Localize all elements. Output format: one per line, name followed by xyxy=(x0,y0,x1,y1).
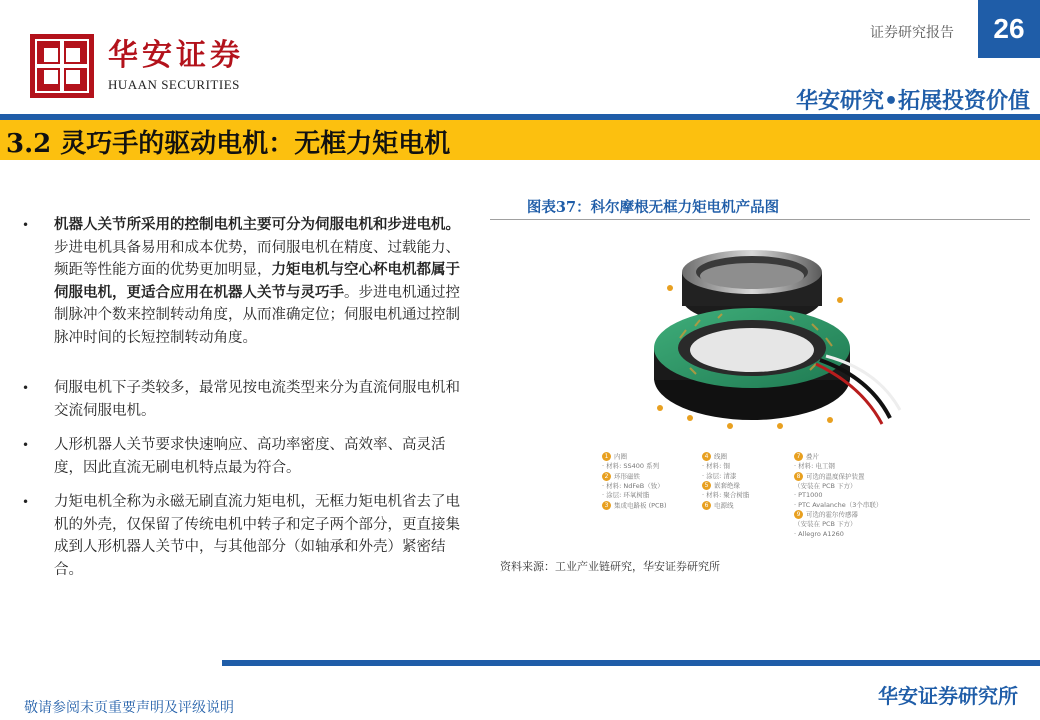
bullet-item xyxy=(22,434,462,479)
legend-text: 环形磁铁 xyxy=(614,472,640,480)
company-logo xyxy=(30,34,244,98)
legend-text: 集成电路板 (PCB) xyxy=(614,501,667,509)
huaan-logo-icon xyxy=(30,34,94,98)
callout-number-icon: 8 xyxy=(794,472,803,481)
callout-number-icon: 7 xyxy=(794,452,803,461)
figure-image xyxy=(490,228,1030,548)
legend-text: · PTC Avalanche（3个串联） xyxy=(794,500,883,509)
bullet-dot-icon: • xyxy=(22,438,30,452)
bullet-text: 步进电机具备易用和成本优势，而伺服电机在精度、过载能力、频距等性能方面的优势更加明显， xyxy=(54,239,460,278)
legend-text: · 涂层: 清漆 xyxy=(702,471,737,480)
logo-chinese-name: 华安证券 xyxy=(108,38,244,73)
bullet-list xyxy=(22,214,462,593)
callout-number-icon: 2 xyxy=(602,472,611,481)
figure-title: 图表37：科尔摩根无框力矩电机产品图 xyxy=(526,199,780,216)
bullet-text: 人形机器人关节要求快速响应、高功率密度、高效率、高灵活度，因此直流无刷电机特点最为符合。 xyxy=(54,437,446,476)
figure-legend-column xyxy=(702,452,749,511)
footer-divider xyxy=(222,660,1040,666)
bullet-bold-text: 机器人关节所采用的控制电机主要可分为伺服电机和步进电机。 xyxy=(54,216,460,233)
legend-text: · 涂层: 环氧树脂 xyxy=(602,491,650,499)
bullet-dot-icon: • xyxy=(22,381,30,395)
callout-number-icon: 3 xyxy=(602,501,611,510)
legend-text: （安装在 PCB 下方） xyxy=(794,520,857,528)
bullet-bold-text: 力矩电机与空心杯电机都属于伺服电机，更适合应用在机器人关节与灵巧手 xyxy=(54,261,460,301)
bullet-dot-icon: • xyxy=(22,495,30,509)
legend-text: · Allegro A1260 xyxy=(794,529,844,538)
figure-divider xyxy=(490,219,1030,220)
legend-text: （安装在 PCB 下方） xyxy=(794,481,857,490)
bullet-dot-icon: • xyxy=(22,218,30,232)
legend-text: 可选的霍尔传感器 xyxy=(806,510,858,519)
legend-text: 线圈 xyxy=(714,452,727,461)
footer-company: 华安证券研究所 xyxy=(878,684,1018,708)
section-title: 3.2 灵巧手的驱动电机：无框力矩电机 xyxy=(6,129,451,159)
page-number: 26 xyxy=(978,0,1040,58)
figure-source: 资料来源：工业产业链研究，华安证券研究所 xyxy=(500,560,720,573)
legend-text: 电源线 xyxy=(714,501,734,509)
callout-number-icon: 5 xyxy=(702,481,711,490)
bullet-item xyxy=(22,377,462,422)
bullet-text: 伺服电机下子类较多，最常见按电流类型来分为直流伺服电机和交流伺服电机。 xyxy=(54,380,460,419)
report-type-label: 证券研究报告 xyxy=(870,25,954,41)
legend-text: 内圈 xyxy=(614,452,627,461)
legend-text: · 材料: 电工钢 xyxy=(794,462,835,470)
callout-number-icon: 4 xyxy=(702,452,711,461)
legend-text: · 材料: NdFeB（钕） xyxy=(602,481,664,490)
logo-english-name: HUAAN SECURITIES xyxy=(108,77,240,92)
header-slogan: 华安研究•拓展投资价值 xyxy=(795,89,1030,114)
callout-number-icon: 6 xyxy=(702,501,711,510)
legend-text: · 材料: SS400 系列 xyxy=(602,462,660,470)
bullet-text: 力矩电机全称为永磁无刷直流力矩电机，无框力矩电机省去了电机的外壳，仅保留了传统电机中转子和定子两个部分，更直接集成到人形机器人关节中，与其他部分（如轴承和外壳）紧密结合。 xyxy=(54,494,460,578)
legend-text: · PT1000 xyxy=(794,491,823,499)
figure-legend-column xyxy=(794,452,882,539)
bullet-item xyxy=(22,214,462,349)
frameless-torque-motor-illustration xyxy=(490,228,1030,548)
figure-legend-column xyxy=(602,452,667,511)
legend-text: · 材料: 聚合树脂 xyxy=(702,491,750,499)
bullet-item xyxy=(22,491,462,581)
callout-number-icon: 1 xyxy=(602,452,611,461)
legend-text: 叠片 xyxy=(806,452,819,461)
callout-number-icon: 9 xyxy=(794,510,803,519)
bullet-text: 。步进电机通过控制脉冲个数来控制转动角度，从而准确定位；伺服电机通过控制脉冲时间的长短控制转动角度。 xyxy=(54,284,460,346)
legend-text: · 材料: 铜 xyxy=(702,462,730,470)
disclaimer-link[interactable]: 敬请参阅末页重要声明及评级说明 xyxy=(24,700,234,716)
legend-text: 嵌套绝缘 xyxy=(714,481,740,490)
legend-text: 可选的温度保护装置 xyxy=(806,472,865,480)
